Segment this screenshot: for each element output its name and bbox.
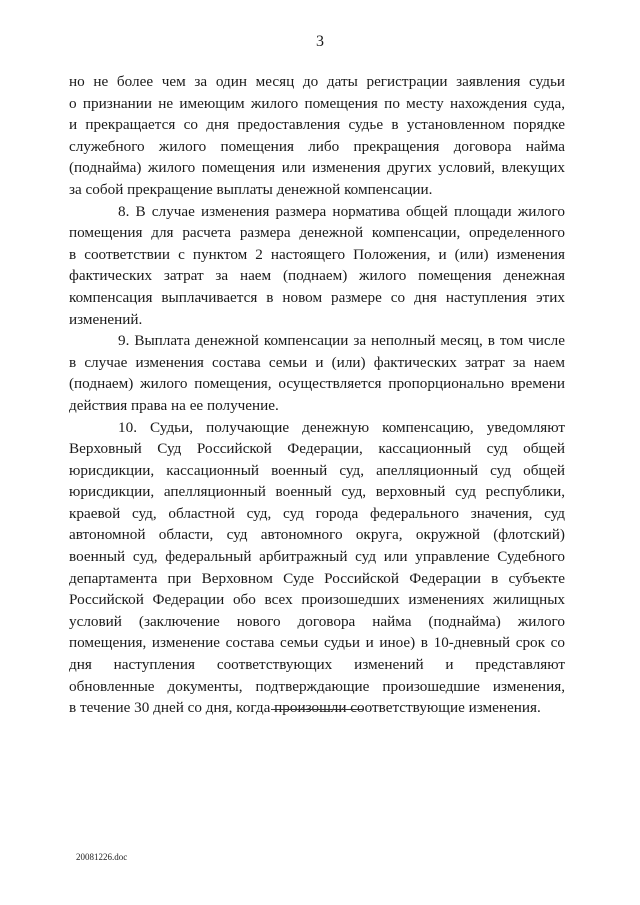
text-line: служебного жилого помещения либо прекращения договора найма (69, 137, 565, 155)
file-name-label: 20081226.doc (76, 852, 128, 862)
text-line: компенсация выплачивается в новом размере со дня наступления этих (69, 288, 565, 306)
text-line: в течение 30 дней со дня, когда произошли соответствующие изменения. (69, 699, 541, 717)
text-line: фактических затрат за наем (поднаем) жилого помещения денежная (69, 267, 565, 285)
text-line: действия права на ее получение. (69, 396, 279, 414)
text-line: 8. В случае изменения размера норматива общей площади жилого (118, 202, 565, 220)
text-line: (поднайма) жилого помещения или изменения других условий, влекущих (69, 159, 565, 177)
text-line: изменений. (69, 310, 143, 328)
text-line: за собой прекращение выплаты денежной компенсации. (69, 180, 433, 198)
text-line: департамента при Верховном Суде Российской Федерации в субъекте (69, 569, 565, 587)
text-line: условий (заключение нового договора найма (поднайма) жилого (69, 612, 565, 630)
text-line: о признании не имеющим жилого помещения по месту нахождения суда, (69, 94, 565, 112)
document-body (69, 71, 565, 719)
text-line: 9. Выплата денежной компенсации за неполный месяц, в том числе (118, 332, 565, 350)
paragraph-continuation (69, 71, 565, 201)
paragraph-item-8 (69, 201, 565, 331)
page-number: 3 (316, 33, 324, 50)
text-line: и прекращается со дня предоставления судье в установленном порядке (69, 116, 565, 134)
text-line: (поднаем) жилого помещения, осуществляется пропорционально времени (69, 375, 565, 393)
paragraph-item-9 (69, 330, 565, 416)
paragraph-item-10 (69, 417, 565, 719)
text-line: военный суд, федеральный арбитражный суд или управление Судебного (69, 548, 565, 566)
text-line: 10. Судьи, получающие денежную компенсацию, уведомляют (118, 418, 565, 436)
text-line: юрисдикции, кассационный военный суд, апелляционный суд общей (69, 461, 565, 479)
text-line: автономной области, суд автономного округа, окружной (флотский) (69, 526, 565, 544)
text-line: Верховный Суд Российской Федерации, кассационный суд общей (69, 440, 565, 458)
text-line: краевой суд, областной суд, суд города федерального значения, суд (69, 504, 565, 522)
text-line: юрисдикции, апелляционный военный суд, верховный суд республики, (69, 483, 565, 501)
text-line: но не более чем за один месяц до даты регистрации заявления судьи (69, 73, 565, 90)
text-line: Российской Федерации обо всех произошедших изменениях жилищных (69, 591, 565, 609)
text-line: дня наступления соответствующих изменений и представляют (69, 656, 565, 674)
text-line: помещения для расчета размера денежной компенсации, определенного (69, 224, 565, 242)
end-separator-line (271, 709, 363, 710)
text-line: помещения, изменение состава семьи судьи и иное) в 10-дневный срок со (69, 634, 565, 652)
text-line: обновленные документы, подтверждающие произошедшие изменения, (69, 677, 565, 695)
text-line: в соответствии с пунктом 2 настоящего Положения, и (или) изменения (69, 245, 565, 263)
text-line: в случае изменения состава семьи и (или) фактических затрат за наем (69, 353, 565, 371)
